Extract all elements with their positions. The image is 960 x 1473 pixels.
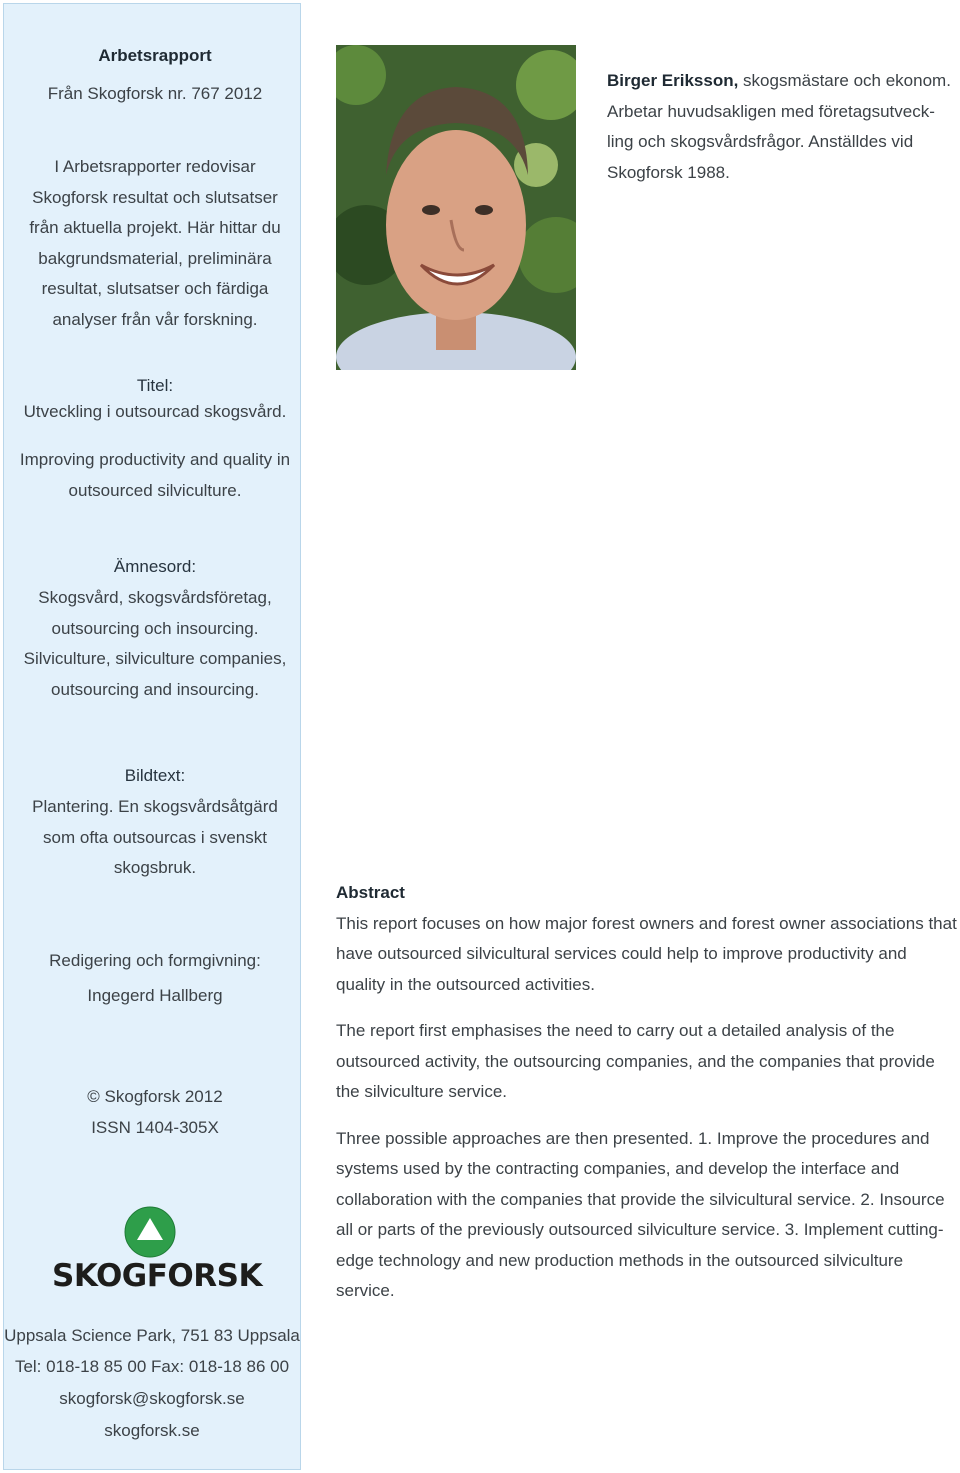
author-name: Birger Eriksson,: [607, 71, 739, 90]
author-role: skogsmästare och ekonom.: [738, 71, 951, 90]
keywords-label: Ämnesord:: [113, 557, 197, 576]
caption-label: Bildtext:: [124, 766, 186, 785]
website-link[interactable]: skogforsk.se: [104, 1421, 200, 1440]
email-link[interactable]: skogforsk@skogforsk.se: [59, 1389, 245, 1408]
keywords-line: Skogsvård, skogsvårdsföretag,: [38, 588, 272, 607]
intro-line: från aktuella projekt. Här hittar du: [29, 218, 281, 237]
title-swedish: Utveckling i outsourcad skogsvård.: [23, 402, 287, 421]
keywords-line: outsourcing och insourcing.: [51, 618, 259, 638]
bio-line: ling och skogsvårdsfrågor. Anställdes vid: [607, 132, 914, 151]
issn: ISSN 1404-305X: [91, 1118, 219, 1137]
report-heading: Arbetsrapport: [98, 46, 212, 65]
intro-line: bakgrundsmaterial, preliminära: [38, 248, 272, 268]
abstract-section: [336, 878, 960, 1323]
abstract-paragraph-2: The report first emphasises the need to carry out a detailed analysis of the outsourced activity, the outsourcing companies, and the companies that provide the silviculture service.: [336, 1021, 935, 1101]
author-portrait-image: [336, 45, 576, 370]
intro-text: [6, 152, 304, 335]
editing-label: Redigering och formgivning:: [49, 951, 261, 970]
title-english-line: outsourced silviculture.: [68, 480, 242, 500]
abstract-heading: Abstract: [336, 883, 405, 902]
keywords-line: Silviculture, silviculture companies,: [23, 649, 287, 668]
caption-line: skogsbruk.: [113, 858, 197, 877]
caption-line: som ofta outsourcas i svenskt: [43, 827, 267, 847]
logo-wordmark: SKOGFORSK: [52, 1258, 263, 1294]
abstract-paragraph-3: Three possible approaches are then presented. 1. Improve the procedures and systems used by the contracting companies, and develop the interface and collaboration with the companies that provide the silvicultural service. 2. Insource all or parts of the previously outsourced silviculture service. 3. Implement cutting-edge technology and new production methods in the outsourced silviculture service.: [336, 1128, 945, 1300]
keywords: [6, 583, 304, 705]
title-english-line: Improving productivity and quality in: [19, 450, 291, 469]
logo-emblem-icon: [52, 1206, 248, 1262]
author-bio: [607, 66, 952, 188]
author-photo: [336, 45, 576, 370]
bio-line: Skogforsk 1988.: [607, 162, 730, 182]
caption-line: Plantering. En skogsvårdsåtgärd: [32, 797, 278, 816]
bio-line: Arbetar huvudsakligen med företagsutveck-: [607, 101, 935, 121]
caption: [6, 792, 304, 884]
intro-line: analyser från vår forskning.: [52, 309, 258, 329]
skogforsk-logo: [52, 1206, 263, 1298]
editor-name: Ingegerd Hallberg: [87, 986, 223, 1005]
intro-line: Skogforsk resultat och slutsatser: [32, 187, 278, 207]
report-series: Från Skogforsk nr. 767 2012: [47, 84, 263, 103]
copyright: © Skogforsk 2012: [87, 1087, 223, 1106]
intro-line: I Arbetsrapporter redovisar: [54, 157, 256, 176]
abstract-paragraph-1: This report focuses on how major forest owners and forest owner associations that have outsourced silvicultural services could help to improve productivity and quality in the outsourced activities.: [336, 913, 957, 994]
title-label: Titel:: [136, 376, 174, 395]
keywords-line: outsourcing and insourcing.: [51, 679, 259, 699]
intro-line: resultat, slutsatser och färdiga: [41, 279, 269, 298]
address: Uppsala Science Park, 751 83 Uppsala: [4, 1326, 300, 1345]
phone-fax: Tel: 018-18 85 00 Fax: 018-18 86 00: [14, 1357, 290, 1376]
title-english: [6, 445, 304, 506]
